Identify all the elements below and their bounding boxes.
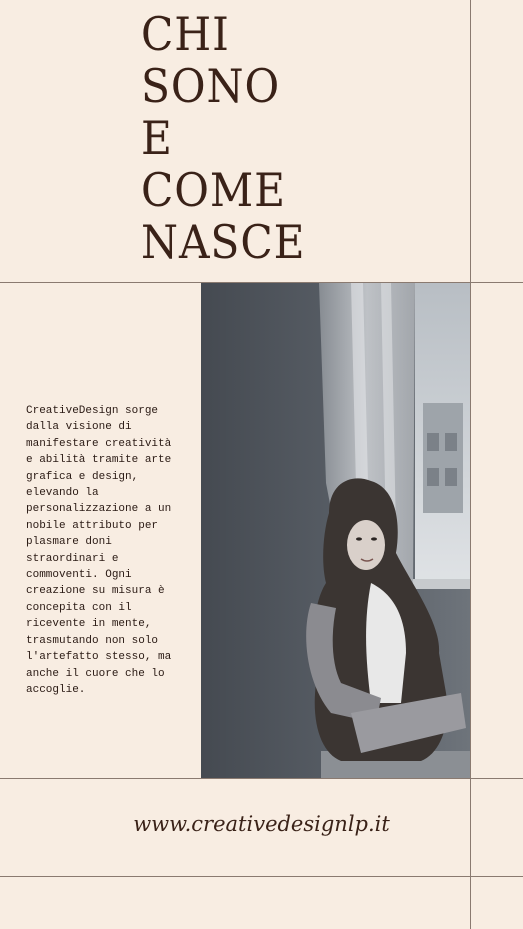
portrait-photo-icon: [201, 283, 470, 778]
portrait-photo: [201, 283, 470, 778]
page-title: [141, 8, 320, 268]
bio-paragraph: CreativeDesign sorge dalla visione di manifestare creatività e abilità tramite arte grafica e design, elevando la personalizzazione a un nobile attributo per plasmare doni straordinari e commoventi. Ogni creazione su misura è concepita con il ricevente in mente, trasmutando non solo l'artefatto stesso, ma anche il cuore che lo accoglie.: [26, 405, 172, 696]
horizontal-divider-bottom: [0, 876, 523, 877]
horizontal-divider-middle: [0, 778, 523, 779]
title-line-4: COME: [141, 163, 286, 217]
website-link[interactable]: www.creativedesignlp.it: [133, 812, 390, 836]
title-line-2: SONO: [141, 59, 281, 113]
title-line-5: NASCE: [141, 215, 306, 269]
title-line-1: CHI: [141, 7, 230, 61]
vertical-divider: [470, 0, 471, 929]
title-line-3: E: [141, 111, 173, 165]
